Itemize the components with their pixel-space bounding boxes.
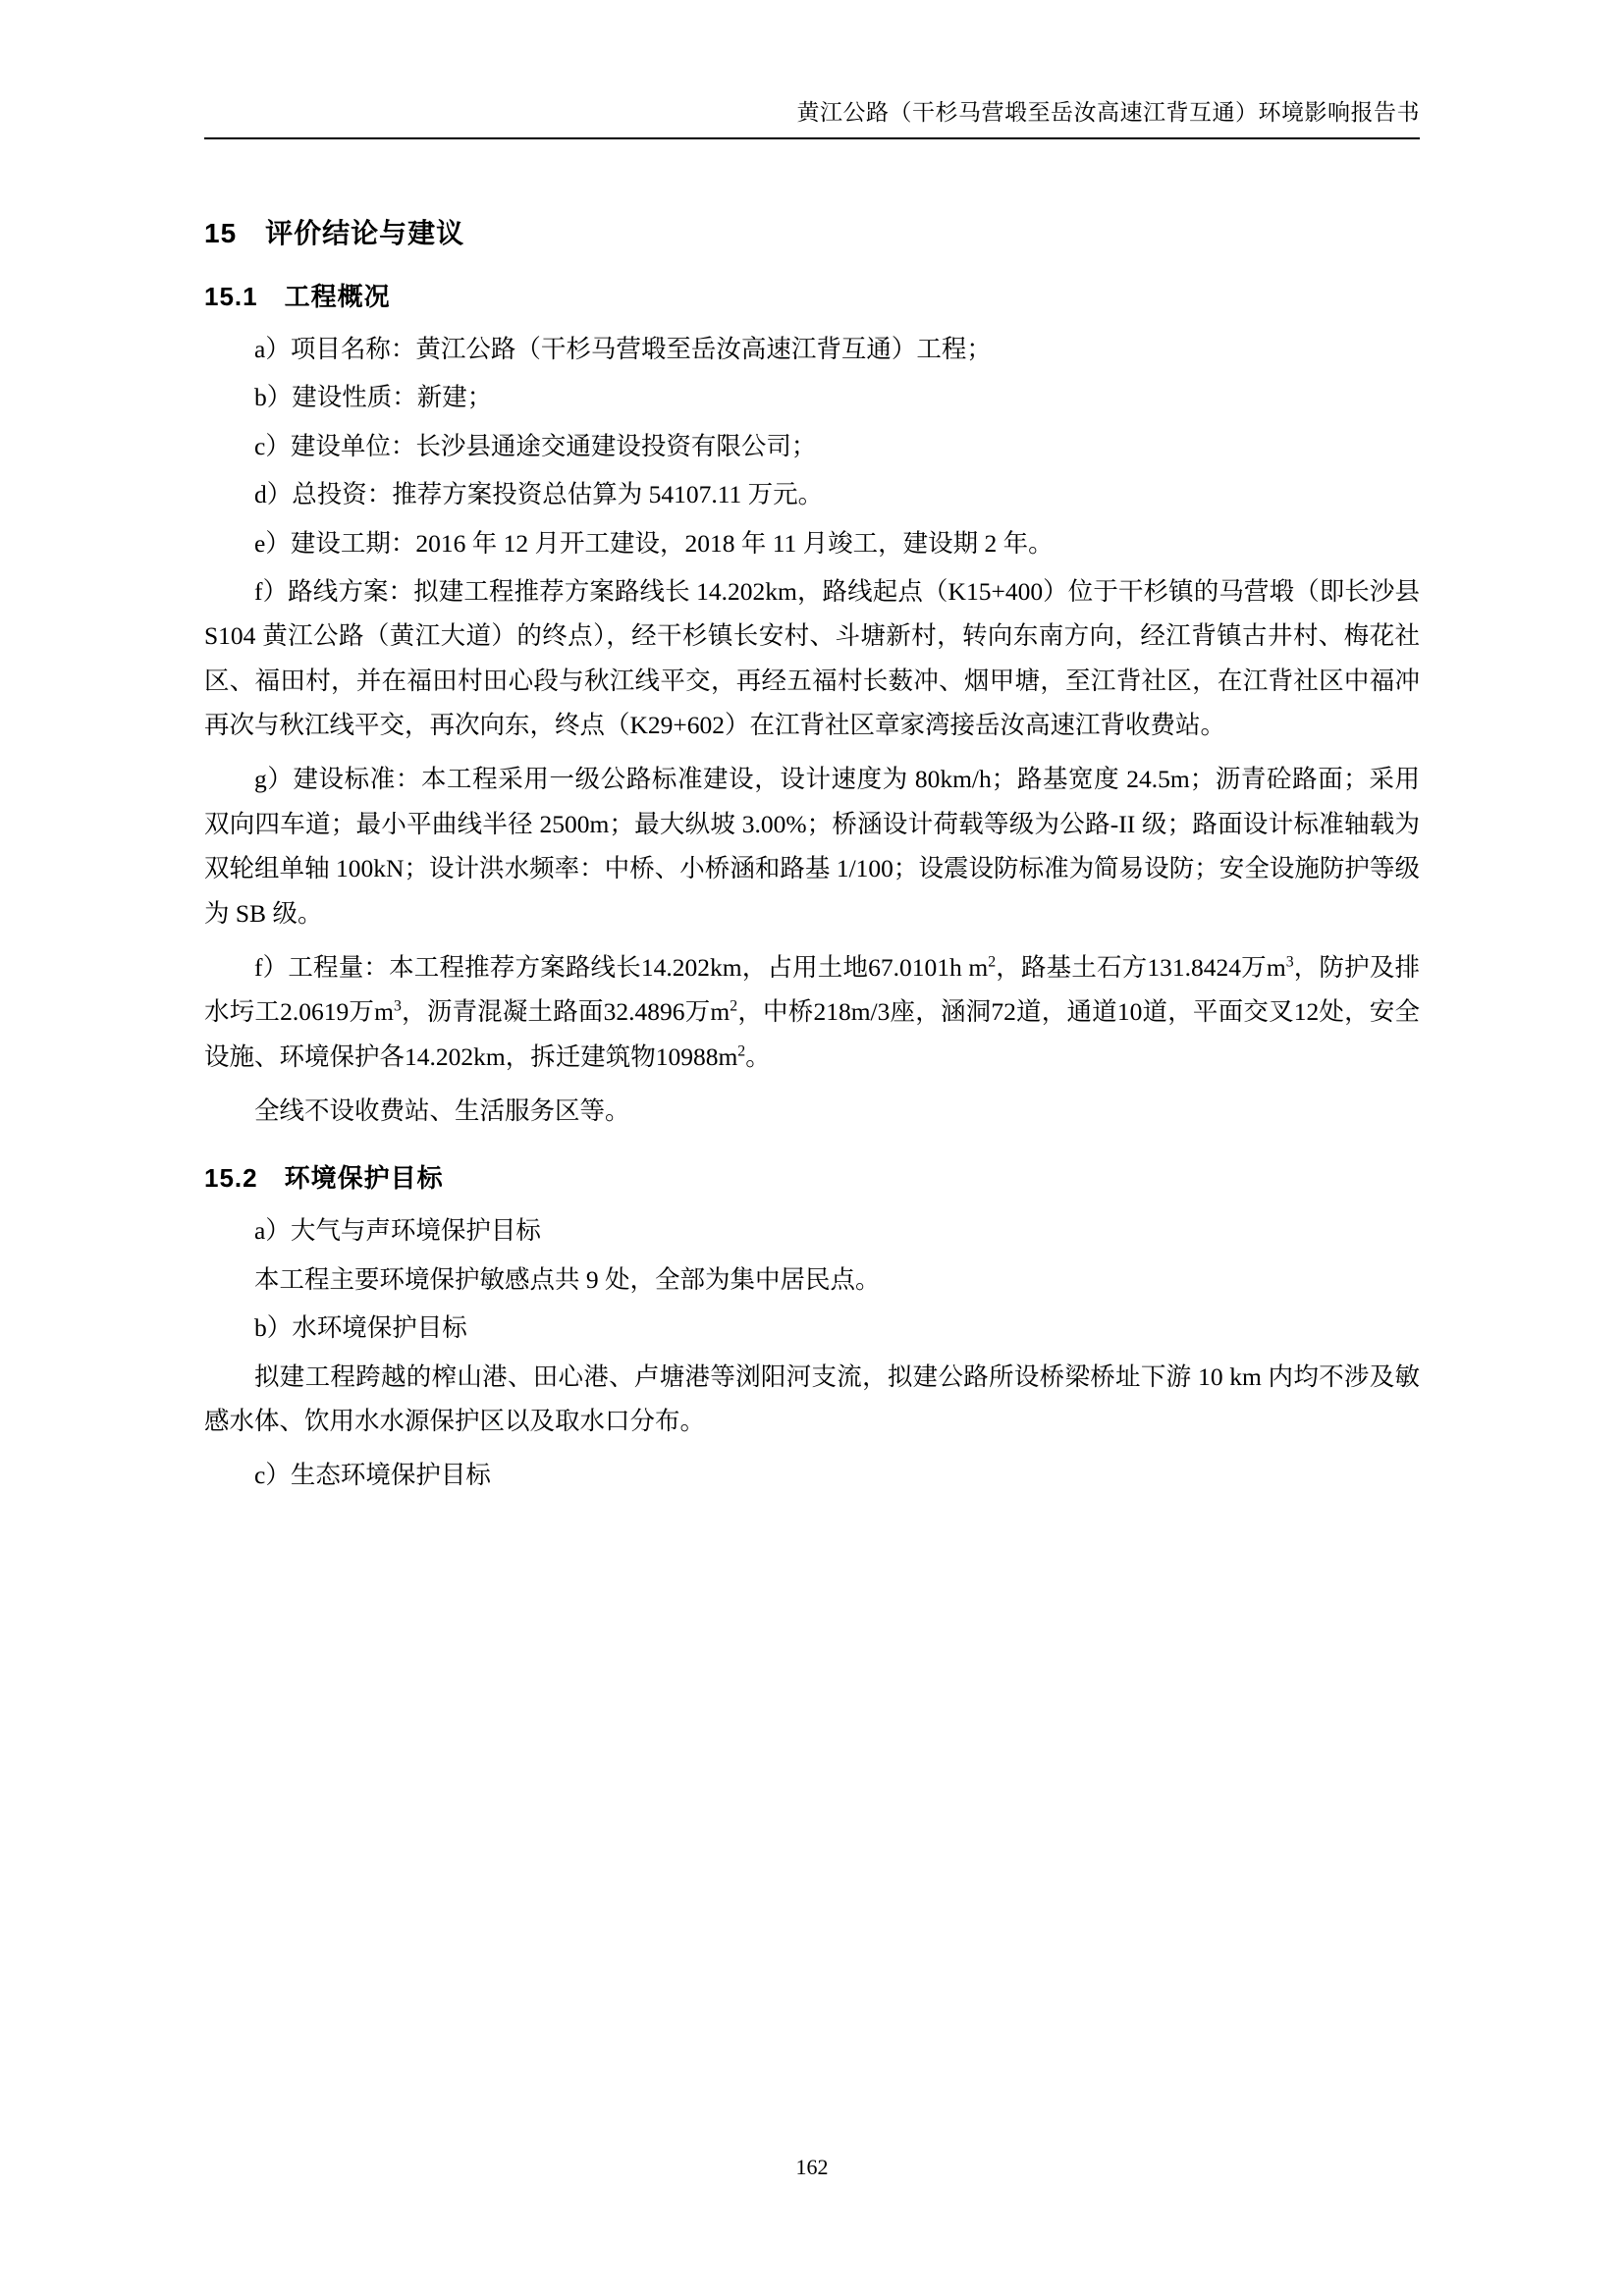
item-e-construction-period: e）建设工期：2016 年 12 月开工建设，2018 年 11 月竣工，建设期 2 年。 bbox=[254, 528, 1054, 558]
item-b-construction-nature: b）建设性质：新建； bbox=[254, 383, 493, 412]
running-header: 黄江公路（干杉马营塅至岳汝高速江背互通）环境影响报告书 bbox=[796, 100, 1420, 125]
header-divider bbox=[204, 137, 1420, 139]
page-content bbox=[204, 187, 1420, 1502]
workload-sup-4: 2 bbox=[730, 997, 738, 1015]
item-f-route-plan: f）路线方案：拟建工程推荐方案路线长 14.202km，路线起点（K15+400）位于干杉镇的马营塅（即长沙县 S104 黄江公路（黄江大道）的终点），经干杉镇长安村、斗塘新村，转向东南方向，经江背镇古井村、梅花社区、福田村，并在福田村田心段与秋江线平交，再经五福村长薮冲、烟甲塘，至江背社区，在江背社区中福冲再次与秋江线平交，再次向东，终点（K29+602）在江背社区章家湾接岳汝高速江背收费站。 bbox=[204, 576, 1420, 739]
workload-text-6: 。 bbox=[745, 1041, 771, 1071]
section-heading-15-1: 15.1 工程概况 bbox=[204, 282, 391, 311]
item-g-construction-standard: g）建设标准：本工程采用一级公路标准建设，设计速度为 80km/h；路基宽度 24.5m；沥青砼路面；采用双向四车道；最小平曲线半径 2500m；最大纵坡 3.00%；桥涵设计荷载等级为公路-II 级；路面设计标准轴载为双轮组单轴 100kN；设计洪水频率：中桥、小桥涵和路基 1/100；设震设防标准为简易设防；安全设施防护等级为 SB 级。 bbox=[204, 765, 1420, 928]
workload-sup-3: 3 bbox=[393, 997, 402, 1015]
item-f-workload bbox=[204, 945, 1420, 1079]
workload-text-4: ，沥青混凝土路面32.4896万m bbox=[401, 997, 731, 1027]
section-heading-15: 15 评价结论与建议 bbox=[204, 218, 465, 248]
workload-text-5: ，中桥218m/3座，涵洞72道，通道10道，平面交叉12处，安全设施、环境保护各14.202km，拆迁建筑物10988m bbox=[204, 997, 1421, 1071]
item-b-water-body: 拟建工程跨越的榨山港、田心港、卢塘港等浏阳河支流，拟建公路所设桥梁桥址下游 10 km 内均不涉及敏感水体、饮用水水源保护区以及取水口分布。 bbox=[204, 1362, 1420, 1435]
workload-label: f）工程量： bbox=[254, 952, 390, 982]
item-a-air-noise-body: 本工程主要环境保护敏感点共 9 处，全部为集中居民点。 bbox=[254, 1264, 881, 1294]
item-c-construction-unit: c）建设单位：长沙县通途交通建设投资有限公司； bbox=[254, 431, 817, 460]
item-a-air-noise-title: a）大气与声环境保护目标 bbox=[254, 1216, 541, 1246]
workload-sup-5: 2 bbox=[737, 1042, 746, 1060]
item-d-total-investment: d）总投资：推荐方案投资总估算为 54107.11 万元。 bbox=[254, 480, 824, 509]
page-number: 162 bbox=[795, 2155, 829, 2179]
item-b-water-title: b）水环境保护目标 bbox=[254, 1313, 467, 1343]
no-toll-station-note: 全线不设收费站、生活服务区等。 bbox=[254, 1096, 630, 1125]
workload-sup-2: 3 bbox=[1285, 953, 1294, 971]
workload-text-2: ，路基土石方131.8424万m bbox=[996, 952, 1286, 982]
item-a-project-name: a）项目名称：黄江公路（干杉马营塅至岳汝高速江背互通）工程； bbox=[254, 335, 992, 363]
workload-text-3: ，防护及排水圬工2.0619万m bbox=[204, 952, 1420, 1027]
section-heading-15-2: 15.2 环境保护目标 bbox=[204, 1163, 444, 1194]
workload-text-1: 本工程推荐方案路线长14.202km，占用土地67.0101h m bbox=[389, 952, 989, 982]
item-c-ecology-title: c）生态环境保护目标 bbox=[254, 1461, 491, 1490]
workload-sup-1: 2 bbox=[988, 953, 997, 971]
